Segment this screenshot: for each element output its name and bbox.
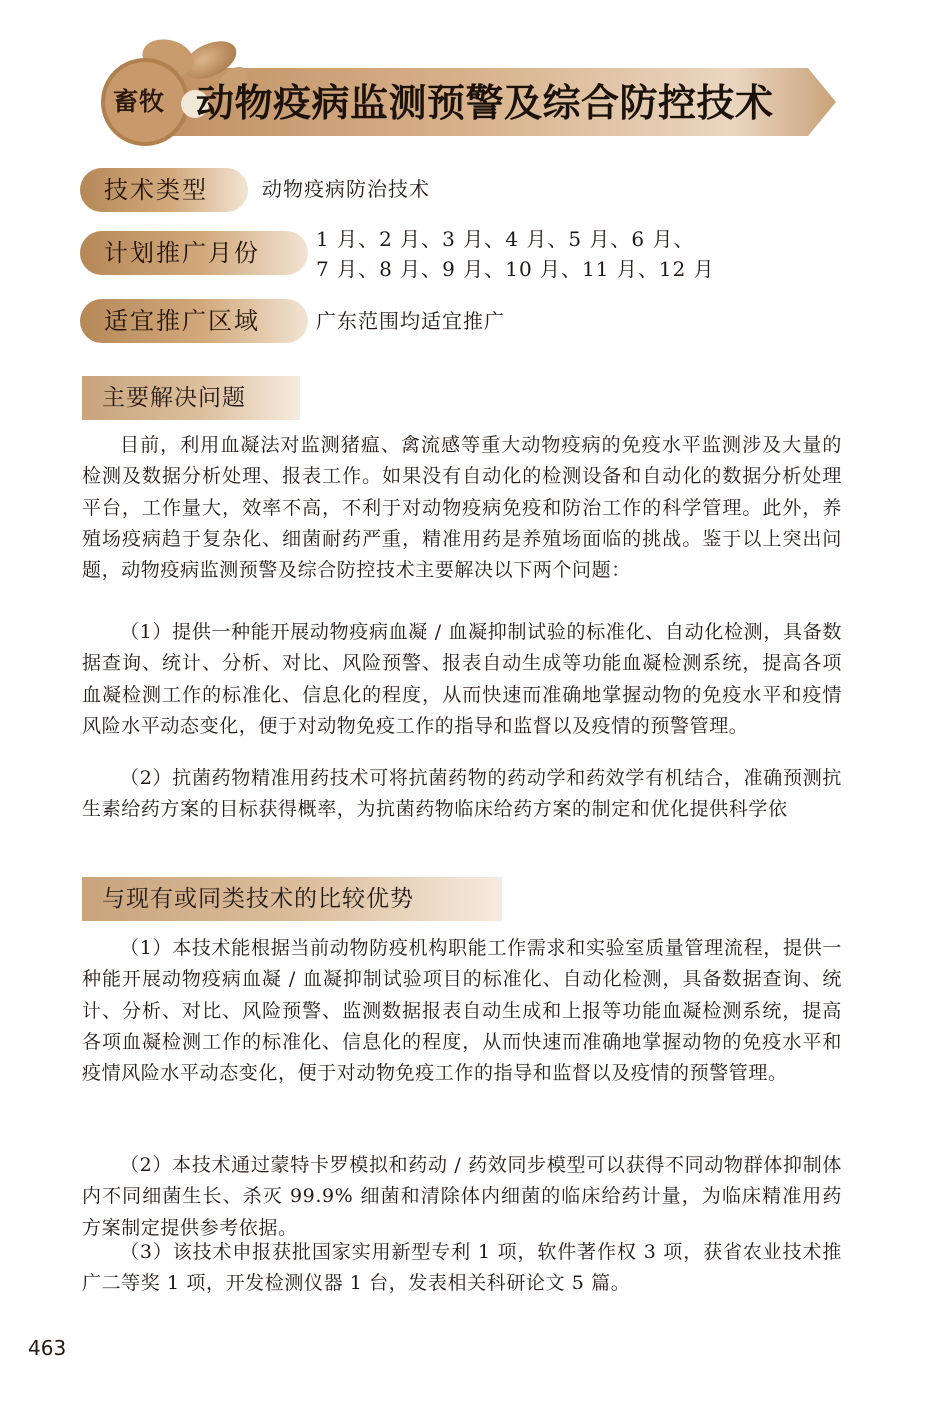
page-title: 动物疫病监测预警及综合防控技术 (196, 81, 774, 125)
paragraph: （2）抗菌药物精准用药技术可将抗菌药物的药动学和药效学有机结合，准确预测抗生素给药方案的目标获得概率，为抗菌药物临床给药方案的制定和优化提供科学依 (82, 767, 842, 821)
region-label: 适宜推广区域 (80, 299, 308, 343)
months-value-line1: 1 月、2 月、3 月、4 月、5 月、6 月、 (316, 227, 695, 251)
tech-type-value: 动物疫病防治技术 (262, 177, 430, 201)
section-heading-problems: 主要解决问题 (82, 376, 300, 420)
paragraph: （2）本技术通过蒙特卡罗模拟和药动 / 药效同步模型可以获得不同动物群体抑制体内不同细菌生长、杀灭 99.9% 细菌和清除体内细菌的临床给药计量，为临床精准用药方案制定提供参考依据。 (82, 1154, 842, 1239)
section-heading-advantages: 与现有或同类技术的比较优势 (82, 877, 502, 921)
paragraph: （3）该技术申报获批国家实用新型专利 1 项，软件著作权 3 项，获省农业技术推广二等奖 1 项，开发检测仪器 1 台，发表相关科研论文 5 篇。 (82, 1241, 842, 1295)
paragraph: （1）本技术能根据当前动物防疫机构职能工作需求和实验室质量管理流程，提供一种能开展动物疫病血凝 / 血凝抑制试验项目的标准化、自动化检测，具备数据查询、统计、分析、对比、风险预警、监测数据报表自动生成和上报等功能血凝检测系统，提高各项血凝检测工作的标准化、信息化的程度，从而快速而准确地掌握动物的免疫水平和疫情风险水平动态变化，便于对动物免疫工作的指导和监督以及疫情的预警管理。 (82, 937, 842, 1085)
page-number: 463 (28, 1336, 67, 1360)
title-banner (0, 0, 944, 160)
paragraph: （1）提供一种能开展动物疫病血凝 / 血凝抑制试验的标准化、自动化检测，具备数据查询、统计、分析、对比、风险预警、报表自动生成等功能血凝检测系统，提高各项血凝检测工作的标准化、信息化的程度，从而快速而准确地掌握动物的免疫水平和疫情风险水平动态变化，便于对动物免疫工作的指导和监督以及疫情的预警管理。 (82, 621, 842, 737)
months-value-line2: 7 月、8 月、9 月、10 月、11 月、12 月 (316, 257, 715, 281)
months-label: 计划推广月份 (80, 231, 308, 275)
region-value: 广东范围均适宜推广 (316, 309, 505, 333)
tech-type-label: 技术类型 (80, 168, 248, 212)
paragraph: 目前，利用血凝法对监测猪瘟、禽流感等重大动物疫病的免疫水平监测涉及大量的检测及数据分析处理、报表工作。如果没有自动化的检测设备和自动化的数据分析处理平台，工作量大，效率不高，不利于对动物疫病免疫和防治工作的科学管理。此外，养殖场疫病趋于复杂化、细菌耐药严重，精准用药是养殖场面临的挑战。鉴于以上突出问题，动物疫病监测预警及综合防控技术主要解决以下两个问题： (82, 434, 842, 582)
category-tag: 畜牧 (113, 87, 166, 116)
